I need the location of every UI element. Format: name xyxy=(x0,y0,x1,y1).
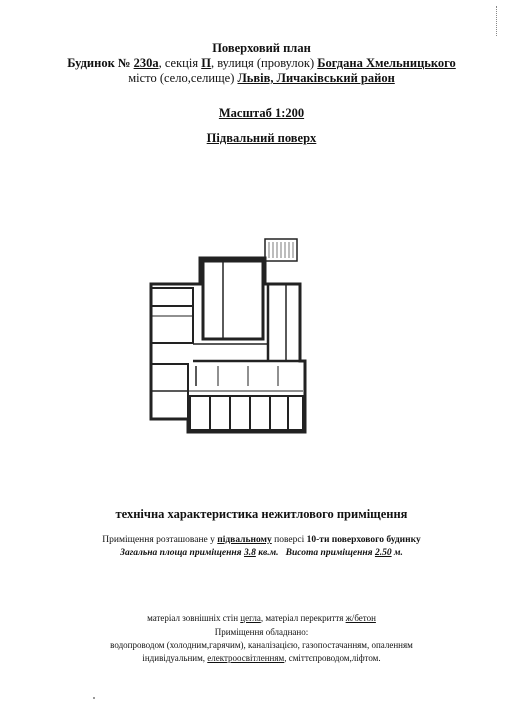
floor-label: Підвальний поверх xyxy=(206,131,317,145)
building-floors-value: 10-ти поверхового будинку xyxy=(306,535,421,545)
materials-line-1: матеріал зовнішніх стін цегла, матеріал перекриття ж/бетон xyxy=(147,613,376,623)
tech-location-line: Приміщення розташоване у підвальному поверсі 10-ти поверхового будинку xyxy=(102,535,421,545)
address-line-2 xyxy=(0,71,523,86)
street-prefix: , вулиця (провулок) xyxy=(210,56,315,70)
scale-label: Масштаб 1:200 xyxy=(218,106,305,120)
address-line-1 xyxy=(0,56,523,71)
tech-area-line: Загальна площа приміщення 3.8 кв.м. Висота приміщення 2.50 м. xyxy=(120,548,403,558)
wall-material: цегла xyxy=(240,613,261,623)
section-value: П xyxy=(201,56,211,70)
lighting-value: електроосвітленням xyxy=(207,653,285,663)
street-value: Богдана Хмельницького xyxy=(317,56,456,70)
materials-line-4: індивідуальним, електроосвітленням, сміттєпроводом,ліфтом. xyxy=(142,653,381,663)
floor-type-value: підвальному xyxy=(217,535,272,545)
floor-plan xyxy=(148,236,308,436)
room-bottom-row xyxy=(190,396,303,430)
materials-line-3: водопроводом (холодним,гарячим), каналізацією, газопостачанням, опаленням xyxy=(110,640,413,650)
building-prefix: Будинок № xyxy=(67,56,131,70)
document-title: Поверховий план xyxy=(212,41,311,55)
building-number: 230а xyxy=(133,56,159,70)
area-value: 3.8 xyxy=(243,548,256,558)
scan-dot xyxy=(93,697,95,699)
floor-plan-drawing xyxy=(148,236,308,436)
outer-wall xyxy=(151,258,305,432)
city-prefix: місто (село,селище) xyxy=(128,71,235,85)
tech-title: технічна характеристика нежитлового приміщення xyxy=(115,507,408,521)
city-value: Львів, Личаківський район xyxy=(237,71,395,85)
materials-line-2: Приміщення обладнано: xyxy=(214,627,309,637)
room-center-top xyxy=(203,261,263,339)
ceiling-material: ж/бетон xyxy=(345,613,376,623)
scan-mark xyxy=(496,6,501,36)
section-prefix: , секція xyxy=(158,56,199,70)
height-value: 2.50 xyxy=(374,548,392,558)
